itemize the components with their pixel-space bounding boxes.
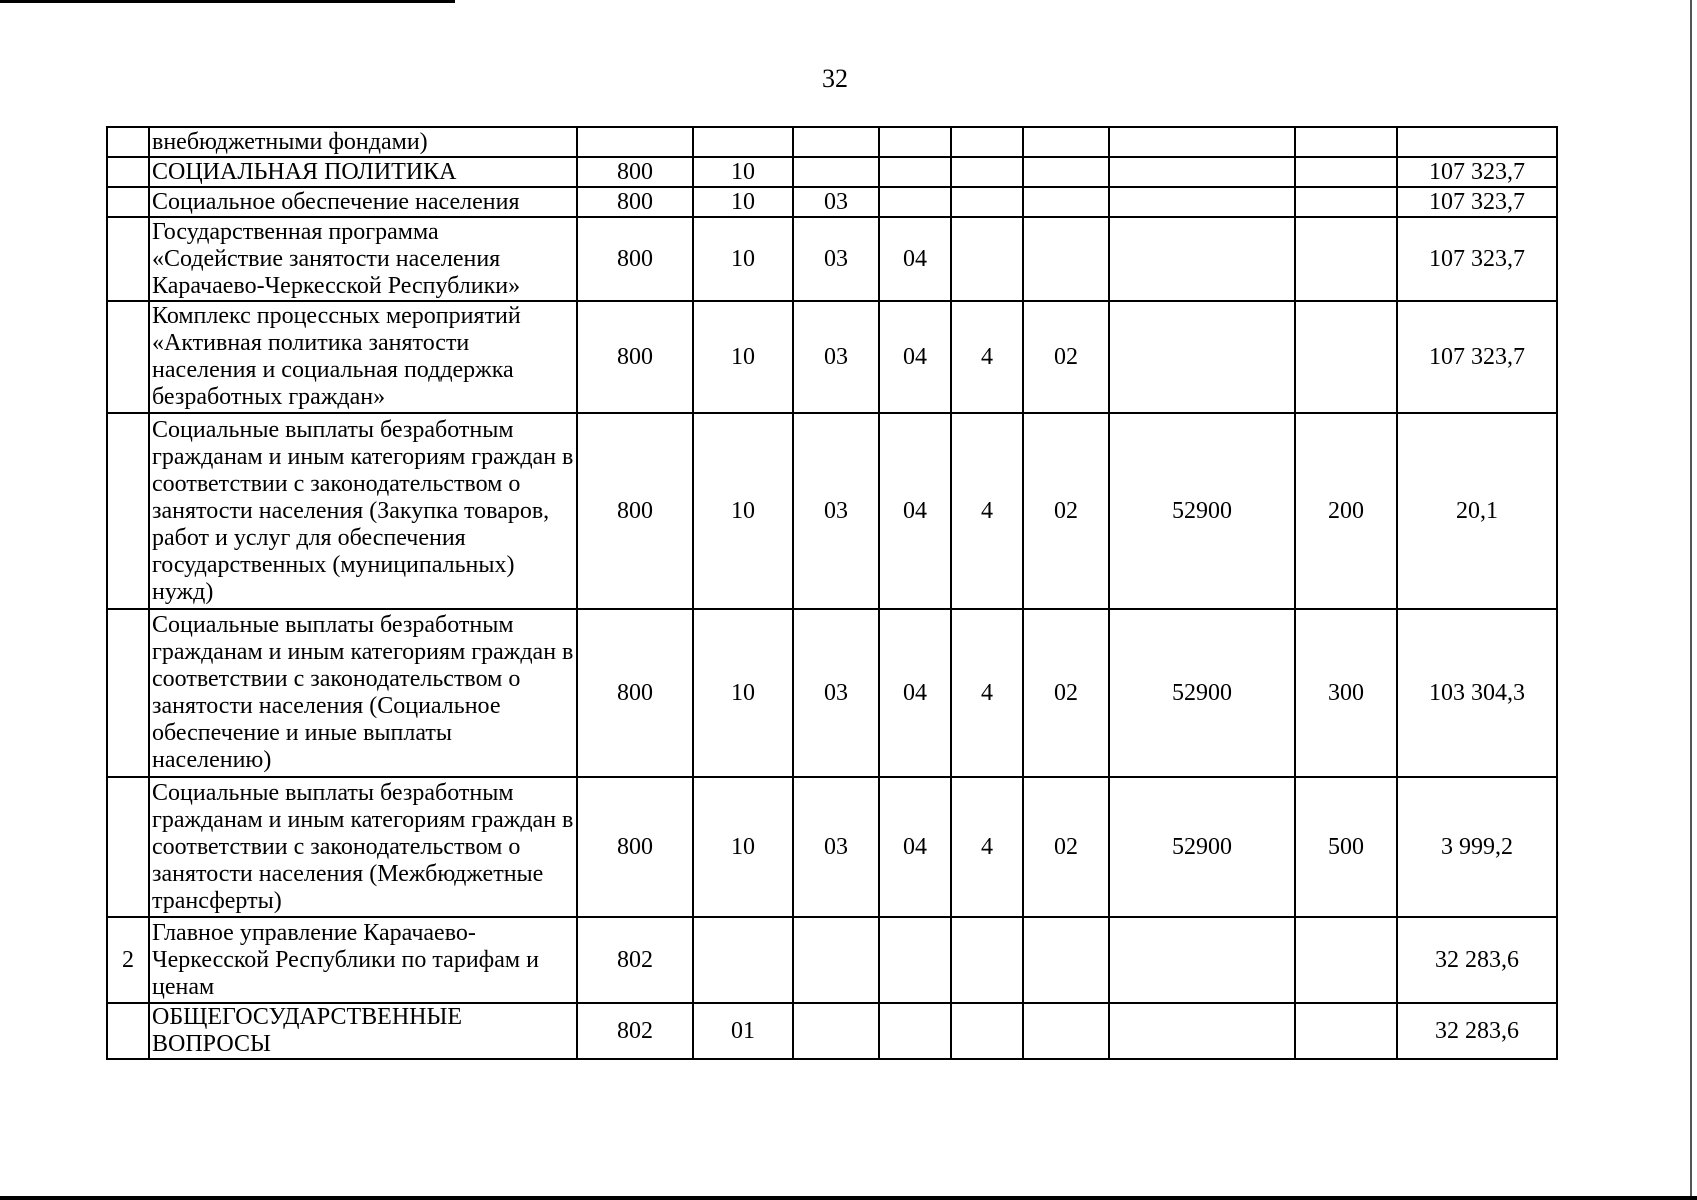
right-edge-rule [1690,0,1692,1196]
row-number-cell [107,157,149,187]
program-code-cell [879,127,951,157]
program-code-cell: 04 [879,609,951,777]
top-edge-rule [0,0,455,3]
direction-code-cell: 52900 [1109,777,1295,917]
expense-type-code-cell [1295,917,1397,1003]
amount-cell: 107 323,7 [1397,187,1557,217]
amount-cell: 32 283,6 [1397,1003,1557,1059]
program-code-cell [879,187,951,217]
expense-type-code-cell [1295,301,1397,413]
row-number-cell [107,413,149,609]
section-code-cell [693,917,793,1003]
direction-code-cell [1109,217,1295,301]
subsection-code-cell: 03 [793,301,879,413]
amount-cell: 20,1 [1397,413,1557,609]
section-code-cell: 01 [693,1003,793,1059]
program-type-code-cell [951,1003,1023,1059]
row-number-cell [107,1003,149,1059]
complex-code-cell [1023,917,1109,1003]
row-number-cell [107,609,149,777]
amount-cell: 3 999,2 [1397,777,1557,917]
amount-cell: 107 323,7 [1397,157,1557,187]
item-name-cell: СОЦИАЛЬНАЯ ПОЛИТИКА [149,157,577,187]
direction-code-cell: 52900 [1109,609,1295,777]
program-type-code-cell: 4 [951,609,1023,777]
direction-code-cell [1109,301,1295,413]
table-row [107,187,1557,217]
direction-code-cell [1109,917,1295,1003]
expense-type-code-cell [1295,217,1397,301]
section-code-cell: 10 [693,609,793,777]
ministry-code-cell [577,127,693,157]
expense-type-code-cell: 500 [1295,777,1397,917]
program-type-code-cell [951,187,1023,217]
complex-code-cell [1023,187,1109,217]
table-row [107,609,1557,777]
program-code-cell [879,1003,951,1059]
expense-type-code-cell [1295,127,1397,157]
ministry-code-cell: 800 [577,777,693,917]
section-code-cell: 10 [693,157,793,187]
program-type-code-cell [951,127,1023,157]
item-name-cell: Социальные выплаты безработным гражданам и иным категориям граждан в соответствии с законодательством о занятости населения (Межбюджетные трансферты) [149,777,577,917]
complex-code-cell [1023,127,1109,157]
item-name-cell: Социальные выплаты безработным гражданам и иным категориям граждан в соответствии с законодательством о занятости населения (Закупка товаров, работ и услуг для обеспечения государственных (муниципальных) нужд) [149,413,577,609]
program-code-cell: 04 [879,301,951,413]
budget-table [106,126,1558,1060]
section-code-cell: 10 [693,217,793,301]
program-type-code-cell: 4 [951,413,1023,609]
program-type-code-cell [951,917,1023,1003]
ministry-code-cell: 800 [577,217,693,301]
program-type-code-cell [951,157,1023,187]
row-number-cell [107,301,149,413]
direction-code-cell [1109,157,1295,187]
expense-type-code-cell: 200 [1295,413,1397,609]
subsection-code-cell [793,127,879,157]
bottom-edge-rule [0,1196,1697,1200]
row-number-cell [107,777,149,917]
program-code-cell: 04 [879,777,951,917]
table-row [107,157,1557,187]
row-number-cell [107,217,149,301]
table-row [107,127,1557,157]
item-name-cell: Комплекс процессных мероприятий «Активная политика занятости населения и социальная поддержка безработных граждан» [149,301,577,413]
row-number-cell [107,187,149,217]
program-code-cell [879,917,951,1003]
expense-type-code-cell [1295,1003,1397,1059]
amount-cell: 107 323,7 [1397,301,1557,413]
subsection-code-cell [793,917,879,1003]
table-row [107,777,1557,917]
row-number-cell [107,127,149,157]
complex-code-cell [1023,157,1109,187]
expense-type-code-cell: 300 [1295,609,1397,777]
section-code-cell: 10 [693,301,793,413]
complex-code-cell [1023,1003,1109,1059]
expense-type-code-cell [1295,157,1397,187]
ministry-code-cell: 802 [577,917,693,1003]
expense-type-code-cell [1295,187,1397,217]
section-code-cell [693,127,793,157]
program-code-cell: 04 [879,217,951,301]
program-type-code-cell: 4 [951,777,1023,917]
ministry-code-cell: 800 [577,413,693,609]
item-name-cell: Социальное обеспечение населения [149,187,577,217]
section-code-cell: 10 [693,777,793,917]
ministry-code-cell: 800 [577,609,693,777]
direction-code-cell: 52900 [1109,413,1295,609]
subsection-code-cell: 03 [793,187,879,217]
table-row [107,217,1557,301]
section-code-cell: 10 [693,413,793,609]
ministry-code-cell: 802 [577,1003,693,1059]
ministry-code-cell: 800 [577,157,693,187]
direction-code-cell [1109,127,1295,157]
direction-code-cell [1109,1003,1295,1059]
table-row [107,1003,1557,1059]
program-code-cell: 04 [879,413,951,609]
complex-code-cell: 02 [1023,413,1109,609]
ministry-code-cell: 800 [577,301,693,413]
amount-cell: 32 283,6 [1397,917,1557,1003]
program-type-code-cell: 4 [951,301,1023,413]
amount-cell: 103 304,3 [1397,609,1557,777]
complex-code-cell: 02 [1023,777,1109,917]
direction-code-cell [1109,187,1295,217]
complex-code-cell [1023,217,1109,301]
subsection-code-cell: 03 [793,217,879,301]
item-name-cell: внебюджетными фондами) [149,127,577,157]
budget-table-body [107,127,1557,1059]
amount-cell: 107 323,7 [1397,217,1557,301]
table-row [107,917,1557,1003]
row-number-cell: 2 [107,917,149,1003]
program-code-cell [879,157,951,187]
page-number: 32 [822,64,848,93]
subsection-code-cell: 03 [793,413,879,609]
item-name-cell: ОБЩЕГОСУДАРСТВЕННЫЕ ВОПРОСЫ [149,1003,577,1059]
item-name-cell: Социальные выплаты безработным гражданам и иным категориям граждан в соответствии с законодательством о занятости населения (Социальное обеспечение и иные выплаты населению) [149,609,577,777]
subsection-code-cell [793,157,879,187]
section-code-cell: 10 [693,187,793,217]
table-row [107,301,1557,413]
subsection-code-cell: 03 [793,609,879,777]
complex-code-cell: 02 [1023,301,1109,413]
item-name-cell: Государственная программа «Содействие занятости населения Карачаево-Черкесской Республики» [149,217,577,301]
amount-cell [1397,127,1557,157]
ministry-code-cell: 800 [577,187,693,217]
subsection-code-cell [793,1003,879,1059]
subsection-code-cell: 03 [793,777,879,917]
item-name-cell: Главное управление Карачаево-Черкесской Республики по тарифам и ценам [149,917,577,1003]
complex-code-cell: 02 [1023,609,1109,777]
table-row [107,413,1557,609]
program-type-code-cell [951,217,1023,301]
